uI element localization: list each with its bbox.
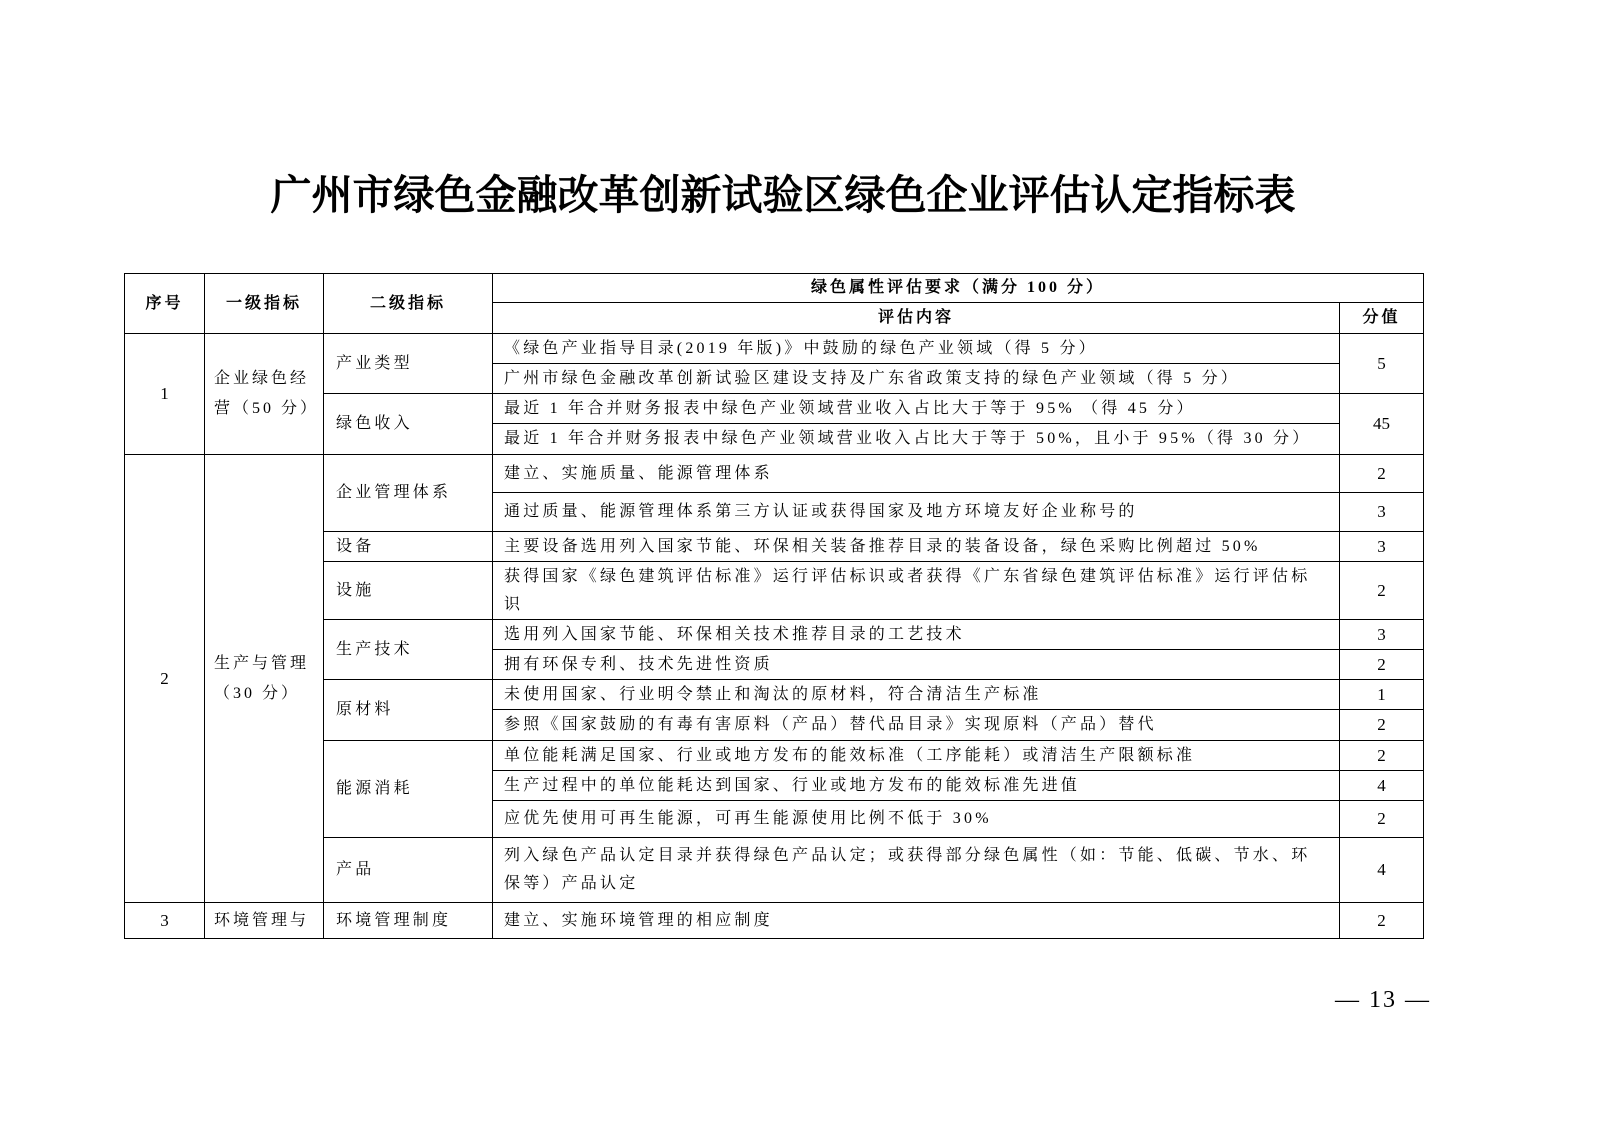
level2-indicator: 绿色收入 — [324, 394, 493, 455]
criterion-score: 2 — [1340, 455, 1424, 493]
criterion-text: 参照《国家鼓励的有毒有害原料（产品）替代品目录》实现原料（产品）替代 — [493, 710, 1340, 741]
level2-indicator: 产品 — [324, 838, 493, 903]
criterion-text: 拥有环保专利、技术先进性资质 — [493, 650, 1340, 680]
criterion-text: 建立、实施质量、能源管理体系 — [493, 455, 1340, 493]
criterion-score: 2 — [1340, 741, 1424, 771]
criterion-score: 1 — [1340, 680, 1424, 710]
header-content: 评估内容 — [493, 303, 1340, 334]
table-row — [125, 455, 1424, 493]
criterion-score: 4 — [1340, 771, 1424, 801]
group-index: 2 — [125, 455, 205, 903]
criterion-score: 2 — [1340, 650, 1424, 680]
criterion-score: 5 — [1340, 334, 1424, 394]
group-index: 1 — [125, 334, 205, 455]
header-row — [125, 274, 1424, 303]
criterion-score: 3 — [1340, 532, 1424, 562]
criterion-text: 生产过程中的单位能耗达到国家、行业或地方发布的能效标准先进值 — [493, 771, 1340, 801]
criterion-text: 最近 1 年合并财务报表中绿色产业领域营业收入占比大于等于 95% （得 45 分） — [493, 394, 1340, 424]
level2-indicator: 能源消耗 — [324, 741, 493, 838]
table-header — [125, 274, 1424, 334]
criterion-text: 通过质量、能源管理体系第三方认证或获得国家及地方环境友好企业称号的 — [493, 493, 1340, 532]
criterion-score: 2 — [1340, 903, 1424, 939]
level2-indicator: 原材料 — [324, 680, 493, 741]
criterion-text: 最近 1 年合并财务报表中绿色产业领域营业收入占比大于等于 50%，且小于 95%（得 30 分） — [493, 424, 1340, 455]
level2-indicator: 企业管理体系 — [324, 455, 493, 532]
group-index: 3 — [125, 903, 205, 939]
criterion-score: 2 — [1340, 710, 1424, 741]
table-body — [125, 334, 1424, 939]
header-score: 分值 — [1340, 303, 1424, 334]
indicator-table — [124, 273, 1424, 939]
header-level1-indicator: 一级指标 — [205, 274, 324, 334]
criterion-score: 2 — [1340, 801, 1424, 838]
criterion-text: 应优先使用可再生能源，可再生能源使用比例不低于 30% — [493, 801, 1340, 838]
criterion-text: 获得国家《绿色建筑评估标准》运行评估标识或者获得《广东省绿色建筑评估标准》运行评估标识 — [493, 562, 1340, 620]
level1-indicator: 环境管理与 — [205, 903, 324, 939]
criterion-score: 45 — [1340, 394, 1424, 455]
header-index: 序号 — [125, 274, 205, 334]
document-title: 广州市绿色金融改革创新试验区绿色企业评估认定指标表 — [270, 172, 1296, 218]
level2-indicator: 生产技术 — [324, 620, 493, 680]
criterion-text: 主要设备选用列入国家节能、环保相关装备推荐目录的装备设备，绿色采购比例超过 50% — [493, 532, 1340, 562]
page-number: — 13 — — [1335, 987, 1431, 1013]
level2-indicator: 环境管理制度 — [324, 903, 493, 939]
header-requirements: 绿色属性评估要求（满分 100 分） — [493, 274, 1424, 303]
criterion-text: 选用列入国家节能、环保相关技术推荐目录的工艺技术 — [493, 620, 1340, 650]
level2-indicator: 产业类型 — [324, 334, 493, 394]
criterion-score: 4 — [1340, 838, 1424, 903]
criterion-score: 3 — [1340, 620, 1424, 650]
criterion-text: 未使用国家、行业明令禁止和淘汰的原材料，符合清洁生产标准 — [493, 680, 1340, 710]
table-row — [125, 903, 1424, 939]
criterion-text: 单位能耗满足国家、行业或地方发布的能效标准（工序能耗）或清洁生产限额标准 — [493, 741, 1340, 771]
criterion-text: 列入绿色产品认定目录并获得绿色产品认定；或获得部分绿色属性（如：节能、低碳、节水、环保等）产品认定 — [493, 838, 1340, 903]
level1-indicator: 企业绿色经营（50 分） — [205, 334, 324, 455]
table-row — [125, 334, 1424, 364]
criterion-score: 2 — [1340, 562, 1424, 620]
level1-indicator: 生产与管理（30 分） — [205, 455, 324, 903]
header-level2-indicator: 二级指标 — [324, 274, 493, 334]
level2-indicator: 设施 — [324, 562, 493, 620]
criterion-score: 3 — [1340, 493, 1424, 532]
criterion-text: 广州市绿色金融改革创新试验区建设支持及广东省政策支持的绿色产业领域（得 5 分） — [493, 364, 1340, 394]
criterion-text: 建立、实施环境管理的相应制度 — [493, 903, 1340, 939]
criterion-text: 《绿色产业指导目录(2019 年版)》中鼓励的绿色产业领域（得 5 分） — [493, 334, 1340, 364]
level2-indicator: 设备 — [324, 532, 493, 562]
